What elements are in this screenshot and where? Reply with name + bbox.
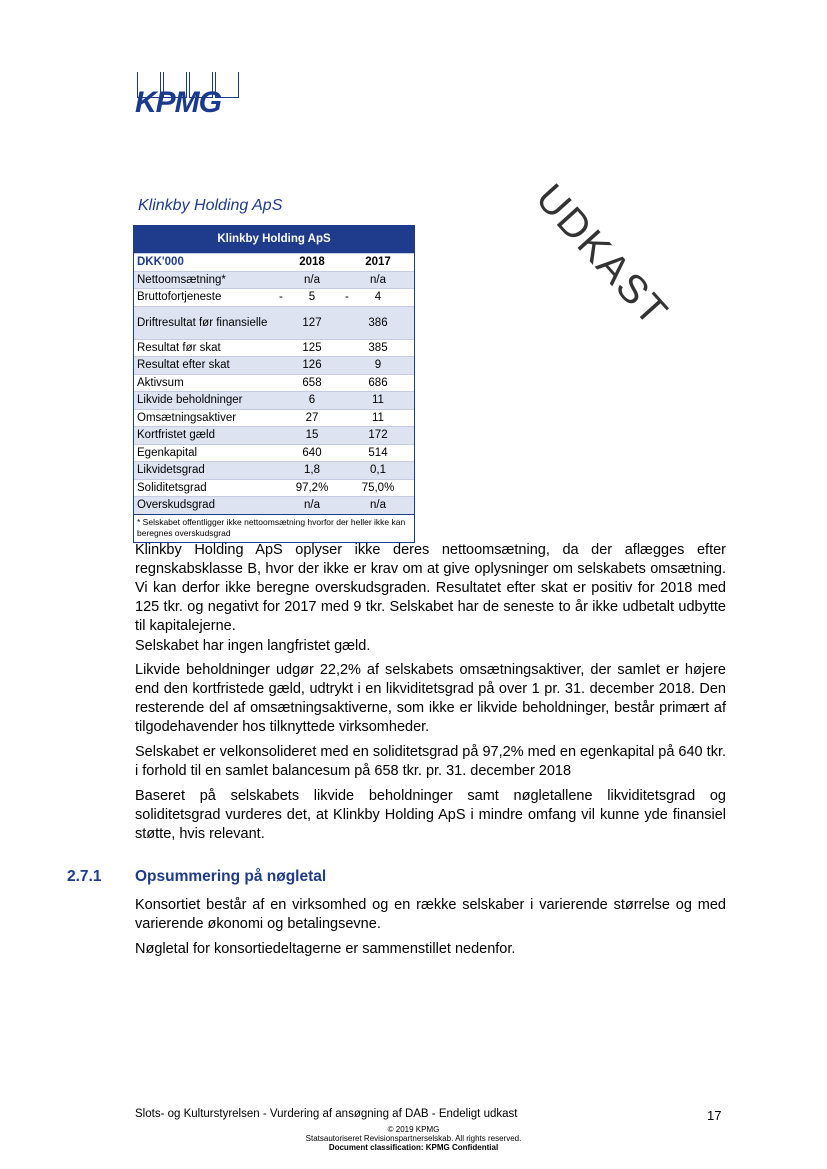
cell-value: 125 bbox=[302, 341, 322, 354]
cell-2017 bbox=[345, 317, 411, 329]
page-number: 17 bbox=[707, 1108, 722, 1123]
cell-2018 bbox=[279, 274, 345, 286]
cell-value: n/a bbox=[304, 273, 320, 286]
cell-value: 127 bbox=[302, 316, 322, 329]
draft-stamp: UDKAST bbox=[527, 176, 677, 335]
cell-2018 bbox=[279, 412, 345, 424]
logo-wordmark: KPMG bbox=[135, 86, 221, 119]
cell-value: n/a bbox=[370, 273, 386, 286]
cell-2017 bbox=[345, 447, 411, 459]
table-column-headers bbox=[134, 253, 414, 271]
section-heading bbox=[67, 868, 326, 886]
row-label: Resultat efter skat bbox=[137, 359, 230, 372]
negative-sign: - bbox=[345, 291, 349, 304]
table-row bbox=[134, 479, 414, 497]
cell-2017 bbox=[345, 464, 411, 476]
cell-value: 0,1 bbox=[370, 464, 386, 477]
row-label: Overskudsgrad bbox=[137, 499, 215, 512]
row-label: Soliditetsgrad bbox=[137, 481, 207, 494]
cell-2018 bbox=[279, 359, 345, 371]
footer-firm: Statsautoriseret Revisionspartnerselskab. All rights reserved. bbox=[305, 1134, 522, 1143]
table-row bbox=[134, 496, 414, 514]
footer-document-title: Slots- og Kulturstyrelsen - Vurdering af ansøgning af DAB - Endeligt udkast bbox=[135, 1108, 518, 1120]
financial-table bbox=[133, 225, 415, 543]
cell-value: 6 bbox=[308, 394, 316, 407]
cell-value: 4 bbox=[374, 291, 382, 304]
cell-2018 bbox=[279, 342, 345, 354]
cell-2018 bbox=[279, 464, 345, 476]
row-label: Omsætningsaktiver bbox=[137, 411, 237, 424]
section-number: 2.7.1 bbox=[67, 868, 102, 885]
cell-2017 bbox=[345, 359, 411, 371]
cell-value: 640 bbox=[302, 446, 322, 459]
cell-value: 172 bbox=[368, 429, 388, 442]
paragraph-3: Likvide beholdninger udgør 22,2% af selskabets omsætningsaktiver, der samlet er højere end den kortfristede gæld, udtrykt i en likviditetsgrad på over 1 pr. 31. december 2018. Den resterende del af omsætningsaktiverne, som ikke er likvide beholdninger, består primært af tilgodehavender hos tilknyttede virksomheder. bbox=[135, 662, 726, 735]
cell-2017 bbox=[345, 499, 411, 511]
paragraph-2: Selskabet har ingen langfristet gæld. bbox=[135, 638, 371, 654]
table-header: Klinkby Holding ApS bbox=[134, 226, 414, 253]
cell-value: 97,2% bbox=[295, 481, 329, 494]
cell-value: 514 bbox=[368, 446, 388, 459]
column-header-unit: DKK'000 bbox=[137, 256, 184, 269]
column-header-2018: 2018 bbox=[299, 256, 325, 269]
cell-value: 658 bbox=[302, 376, 322, 389]
row-label: Nettoomsætning* bbox=[137, 273, 226, 286]
section-paragraph-1: Konsortiet består af en virksomhed og en række selskaber i varierende størrelse og med varierende økonomi og betalingsevne. bbox=[135, 897, 726, 932]
row-label: Driftresultat før finansielle bbox=[137, 316, 268, 329]
cell-2017 bbox=[345, 291, 411, 303]
paragraph-5: Baseret på selskabets likvide beholdninger samt nøgletallene likviditetsgrad og soliditetsgrad vurderes det, at Klinkby Holding ApS i mindre omfang vil kunne yde finansiel støtte, hvis relevant. bbox=[135, 788, 726, 842]
cell-value: 9 bbox=[374, 359, 382, 372]
cell-value: n/a bbox=[304, 499, 320, 512]
section-title: Opsummering på nøgletal bbox=[135, 868, 327, 885]
cell-value: 15 bbox=[305, 429, 319, 442]
cell-value: 5 bbox=[308, 291, 316, 304]
cell-2018 bbox=[279, 447, 345, 459]
negative-sign: - bbox=[279, 291, 283, 304]
cell-2018 bbox=[279, 317, 345, 329]
cell-2018 bbox=[279, 291, 345, 303]
cell-2018 bbox=[279, 482, 345, 494]
cell-2018 bbox=[279, 394, 345, 406]
footer-classification: Document classification: KPMG Confidential bbox=[328, 1143, 499, 1152]
row-label: Likvidetsgrad bbox=[137, 464, 205, 477]
cell-2018 bbox=[279, 377, 345, 389]
company-title: Klinkby Holding ApS bbox=[138, 197, 283, 214]
cell-value: 126 bbox=[302, 359, 322, 372]
row-label: Aktivsum bbox=[137, 376, 184, 389]
row-label: Likvide beholdninger bbox=[137, 394, 243, 407]
cell-value: 386 bbox=[368, 316, 388, 329]
cell-2017 bbox=[345, 377, 411, 389]
table-body bbox=[134, 271, 414, 514]
row-label: Bruttofortjeneste bbox=[137, 291, 222, 304]
cell-value: 27 bbox=[305, 411, 319, 424]
table-row bbox=[134, 306, 414, 339]
cell-value: 385 bbox=[368, 341, 388, 354]
footer-copyright: © 2019 KPMG bbox=[387, 1125, 440, 1134]
table-row bbox=[134, 288, 414, 306]
cell-value: 75,0% bbox=[361, 481, 395, 494]
table-row bbox=[134, 271, 414, 289]
table-row bbox=[134, 444, 414, 462]
cell-2017 bbox=[345, 394, 411, 406]
cell-2018 bbox=[279, 499, 345, 511]
column-header-2017: 2017 bbox=[365, 256, 391, 269]
cell-2017 bbox=[345, 429, 411, 441]
cell-value: n/a bbox=[370, 499, 386, 512]
row-label: Resultat før skat bbox=[137, 341, 221, 354]
cell-value: 11 bbox=[372, 411, 384, 424]
table-row bbox=[134, 374, 414, 392]
section-paragraph-2: Nøgletal for konsortiedeltagerne er sammenstillet nedenfor. bbox=[135, 941, 516, 957]
cell-2017 bbox=[345, 274, 411, 286]
cell-2017 bbox=[345, 412, 411, 424]
table-row bbox=[134, 339, 414, 357]
table-footnote: * Selskabet offentligger ikke nettoomsætning hvorfor der heller ikke kan beregnes overskudsgrad bbox=[134, 514, 414, 542]
cell-2017 bbox=[345, 342, 411, 354]
kpmg-logo bbox=[135, 72, 241, 118]
table-row bbox=[134, 356, 414, 374]
row-label: Egenkapital bbox=[137, 446, 198, 459]
paragraph-4: Selskabet er velkonsolideret med en soliditetsgrad på 97,2% med en egenkapital på 640 tkr. i forhold til en samlet balancesum på 658 tkr. pr. 31. december 2018 bbox=[135, 744, 726, 779]
cell-2018 bbox=[279, 429, 345, 441]
paragraph-1: Klinkby Holding ApS oplyser ikke deres nettoomsætning, da der aflægges efter regnskabsklasse B, hvor der ikke er krav om at give oplysninger om selskabets omsætning. Vi kan derfor ikke beregne overskudsgraden. Resultatet efter skat er positiv for 2018 med 125 tkr. og negativt for 2017 med 9 tkr. Selskabet har de seneste to år ikke udbetalt udbytte til kapitalejerne. bbox=[135, 542, 726, 634]
table-row bbox=[134, 426, 414, 444]
row-label: Kortfristet gæld bbox=[137, 429, 215, 442]
cell-value: 11 bbox=[372, 394, 384, 407]
cell-2017 bbox=[345, 482, 411, 494]
cell-value: 686 bbox=[368, 376, 388, 389]
cell-value: 1,8 bbox=[304, 464, 320, 477]
table-row bbox=[134, 409, 414, 427]
table-row bbox=[134, 391, 414, 409]
table-row bbox=[134, 461, 414, 479]
